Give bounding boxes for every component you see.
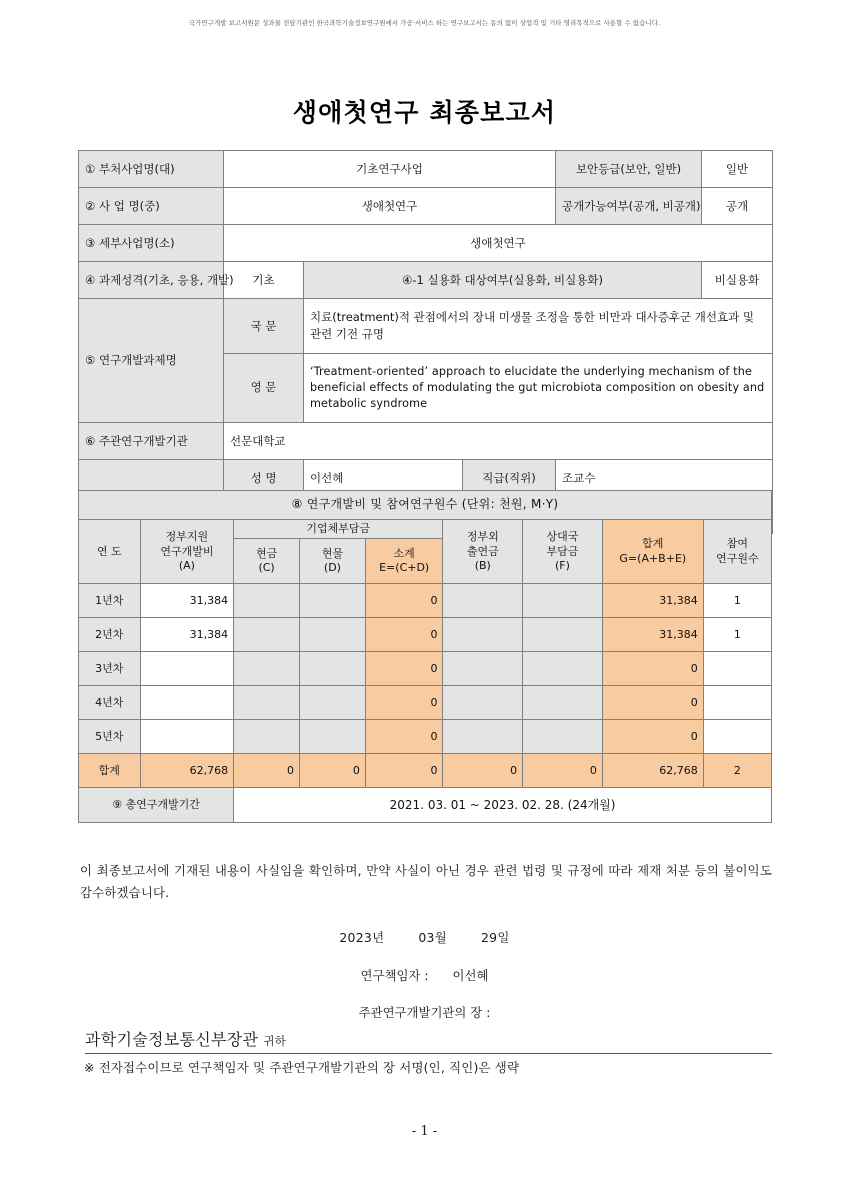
- budget-cell-subtotal: 0: [365, 618, 443, 652]
- row-label-host-institution: ⑥ 주관연구개발기관: [79, 423, 224, 460]
- page-title: 생애첫연구 최종보고서: [292, 98, 557, 127]
- row-label-project-title: ⑤ 연구개발과제명: [79, 299, 224, 423]
- row-label-ministry-program: ① 부처사업명(대): [79, 151, 224, 188]
- budget-row-year: 5년차: [79, 720, 141, 754]
- row-label-security-grade: 보안등급(보안, 일반): [556, 151, 702, 188]
- budget-cell-inkind: [300, 686, 366, 720]
- nongov-line1: 정부외: [466, 530, 499, 544]
- col-header-year: 연 도: [79, 520, 141, 584]
- budget-cell-nongov: [443, 686, 523, 720]
- budget-cell-researchers: [703, 720, 771, 754]
- col-header-researcher-count: [703, 520, 771, 584]
- project-info-table: [78, 150, 773, 534]
- total-line1: 합계: [642, 537, 664, 551]
- minister-title: 과학기술정보통신부장관: [85, 1030, 259, 1049]
- budget-cell-inkind: [300, 720, 366, 754]
- minister-addressee: [85, 1027, 772, 1054]
- signature-pi-line: [0, 966, 849, 984]
- col-header-company-share: 기업체부담금: [234, 520, 443, 539]
- inkind-line2: (D): [323, 561, 341, 575]
- row-label-title-korean: 국 문: [224, 299, 304, 354]
- table-row: [79, 720, 772, 754]
- table-row: [79, 151, 773, 188]
- row-label-program-name: ② 사 업 명(중): [79, 188, 224, 225]
- cash-line1: 현금: [255, 547, 278, 560]
- col-header-inkind: [300, 539, 366, 584]
- budget-cell-subtotal: 0: [365, 652, 443, 686]
- row-value-pi-name: 이선혜: [304, 460, 463, 497]
- budget-total-row: [79, 754, 772, 788]
- table-row: [79, 686, 772, 720]
- partner-line2: 부담금: [546, 544, 579, 558]
- budget-total-gov: 62,768: [140, 754, 234, 788]
- budget-cell-researchers: 1: [703, 584, 771, 618]
- budget-total-nongov: 0: [443, 754, 523, 788]
- signature-pi-label: 연구책임자 :: [360, 968, 429, 983]
- budget-cell-total: 31,384: [602, 584, 703, 618]
- row-value-title-korean: 치료(treatment)적 관점에서의 장내 미생물 조정을 통한 비만과 대사증후군 개선효과 및 관련 기전 규명: [304, 299, 773, 354]
- row-label-subprogram: ③ 세부사업명(소): [79, 225, 224, 262]
- budget-cell-researchers: [703, 686, 771, 720]
- table-row: [79, 520, 772, 539]
- budget-cell-partner: [523, 720, 603, 754]
- signature-date: [0, 928, 849, 946]
- row-value-pi-position: 조교수: [556, 460, 773, 497]
- row-value-subprogram: 생애첫연구: [224, 225, 773, 262]
- table-row: [79, 652, 772, 686]
- budget-cell-researchers: 1: [703, 618, 771, 652]
- row-label-commercialization: ④-1 실용화 대상여부(실용화, 비실용화): [304, 262, 702, 299]
- budget-cell-subtotal: 0: [365, 584, 443, 618]
- budget-total-grand: 62,768: [602, 754, 703, 788]
- col-header-partner-share: [523, 520, 603, 584]
- table-row: [79, 788, 772, 823]
- gov-fund-line1: 정부지원: [165, 530, 209, 544]
- row-label-pi-name: 성 명: [224, 460, 304, 497]
- budget-cell-partner: [523, 618, 603, 652]
- minister-honorific: 귀하: [263, 1034, 287, 1048]
- budget-cell-gov: [140, 652, 234, 686]
- partner-line1: 상대국: [546, 530, 579, 544]
- budget-cell-nongov: [443, 584, 523, 618]
- table-row: [79, 618, 772, 652]
- budget-cell-cash: [234, 686, 300, 720]
- budget-row-year: 3년차: [79, 652, 141, 686]
- budget-total-subtotal: 0: [365, 754, 443, 788]
- budget-row-year: 4년차: [79, 686, 141, 720]
- budget-row-year: 2년차: [79, 618, 141, 652]
- researchers-line2: 연구원수: [716, 551, 759, 565]
- table-row: [79, 299, 773, 354]
- row-value-security-grade: 일반: [702, 151, 773, 188]
- budget-row-year: 1년차: [79, 584, 141, 618]
- subtotal-line2: E=(C+D): [379, 561, 430, 575]
- table-row: [79, 491, 772, 520]
- inkind-line1: 현물: [321, 547, 344, 560]
- budget-cell-cash: [234, 618, 300, 652]
- budget-cell-total: 0: [602, 686, 703, 720]
- nongov-line2: 출연금: [466, 544, 499, 558]
- row-value-total-period: 2021. 03. 01 ~ 2023. 02. 28. (24개월): [234, 788, 772, 823]
- row-value-ministry-program: 기초연구사업: [224, 151, 556, 188]
- row-value-title-english: ‘Treatment-oriented’ approach to elucidate the underlying mechanism of the beneficial effects of modulating the gut microbiota composition on obesity and metabolic syndrome: [304, 354, 773, 423]
- budget-cell-subtotal: 0: [365, 720, 443, 754]
- budget-cell-gov: 31,384: [140, 618, 234, 652]
- row-label-project-type: ④ 과제성격(기초, 응용, 개발): [79, 262, 224, 299]
- budget-cell-total: 0: [602, 720, 703, 754]
- budget-total-researchers: 2: [703, 754, 771, 788]
- budget-cell-cash: [234, 584, 300, 618]
- budget-total-label: 합계: [79, 754, 141, 788]
- budget-total-partner: 0: [523, 754, 603, 788]
- partner-line3: (F): [555, 558, 570, 572]
- budget-cell-gov: [140, 686, 234, 720]
- nongov-line3: (B): [474, 558, 491, 572]
- row-label-pi-position: 직급(직위): [463, 460, 556, 497]
- budget-cell-inkind: [300, 618, 366, 652]
- budget-cell-nongov: [443, 652, 523, 686]
- budget-cell-subtotal: 0: [365, 686, 443, 720]
- table-row: [79, 225, 773, 262]
- budget-cell-gov: 31,384: [140, 584, 234, 618]
- table-row: [79, 584, 772, 618]
- budget-cell-nongov: [443, 720, 523, 754]
- budget-cell-inkind: [300, 584, 366, 618]
- gov-fund-line2: 연구개발비: [160, 544, 214, 558]
- budget-caption: ⑧ 연구개발비 및 참여연구원수 (단위: 천원, M·Y): [79, 491, 772, 520]
- row-value-program-name: 생애첫연구: [224, 188, 556, 225]
- table-row: [79, 262, 773, 299]
- col-header-gov-fund: [140, 520, 234, 584]
- researchers-line1: 참여: [726, 537, 749, 551]
- confirmation-statement: 이 최종보고서에 기재된 내용이 사실임을 확인하며, 만약 사실이 아닌 경우 관련 법령 및 규정에 따라 제재 처분 등의 불이익도 감수하겠습니다.: [80, 863, 772, 900]
- budget-cell-inkind: [300, 652, 366, 686]
- table-row: [79, 188, 773, 225]
- gov-fund-line3: (A): [178, 558, 195, 572]
- budget-total-cash: 0: [234, 754, 300, 788]
- row-label-title-english: 영 문: [224, 354, 304, 423]
- electronic-submission-note: ※ 전자접수이므로 연구책임자 및 주관연구개발기관의 장 서명(인, 직인)은 생략: [84, 1060, 520, 1075]
- budget-cell-cash: [234, 720, 300, 754]
- table-row: [79, 423, 773, 460]
- cash-line2: (C): [258, 561, 275, 575]
- budget-cell-partner: [523, 652, 603, 686]
- row-value-commercialization: 비실용화: [702, 262, 773, 299]
- col-header-cash: [234, 539, 300, 584]
- budget-cell-nongov: [443, 618, 523, 652]
- budget-cell-partner: [523, 686, 603, 720]
- budget-table: [78, 490, 772, 823]
- signature-org-line: 주관연구개발기관의 장 :: [358, 1005, 491, 1020]
- budget-cell-total: 0: [602, 652, 703, 686]
- row-value-host-institution: 선문대학교: [224, 423, 773, 460]
- total-line2: G=(A+B+E): [619, 551, 687, 565]
- col-header-grand-total: [602, 520, 703, 584]
- budget-cell-gov: [140, 720, 234, 754]
- row-value-disclosure: 공개: [702, 188, 773, 225]
- subtotal-line1: 소계: [393, 547, 415, 560]
- budget-cell-partner: [523, 584, 603, 618]
- row-label-disclosure: 공개가능여부(공개, 비공개): [556, 188, 702, 225]
- row-value-project-type: 기초: [224, 262, 304, 299]
- budget-total-inkind: 0: [300, 754, 366, 788]
- budget-cell-researchers: [703, 652, 771, 686]
- signature-day: 29일: [481, 930, 510, 945]
- page-number: - 1 -: [411, 1124, 438, 1139]
- col-header-subtotal: [365, 539, 443, 584]
- signature-pi-name: 이선혜: [452, 968, 489, 983]
- budget-cell-total: 31,384: [602, 618, 703, 652]
- col-header-nongov-fund: [443, 520, 523, 584]
- row-label-total-period: ⑨ 총연구개발기간: [79, 788, 234, 823]
- signature-month: 03월: [418, 930, 447, 945]
- signature-year: 2023년: [339, 930, 385, 945]
- copyright-notice: 국가연구개발 보고서원문 성과물 전담기관인 한국과학기술정보연구원에서 가공·서비스 하는 연구보고서는 동의 없이 상업적 및 기타 영리목적으로 사용할 수 없습니다.: [188, 19, 661, 27]
- budget-cell-cash: [234, 652, 300, 686]
